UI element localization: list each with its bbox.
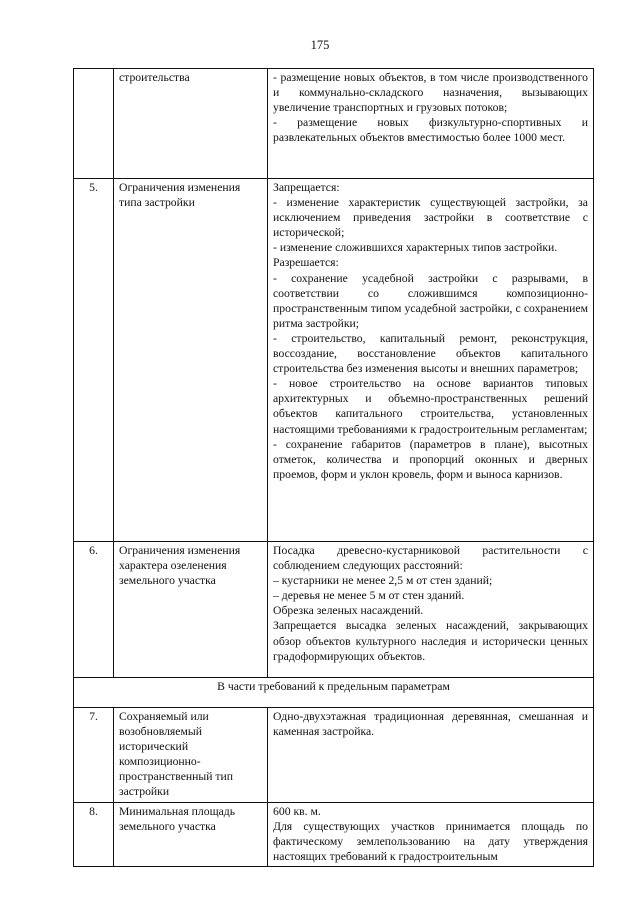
row-name: Минимальная площадь земельного участка <box>114 802 268 866</box>
content-line: – деревья не менее 5 м от стен зданий. <box>273 589 465 603</box>
table-row <box>74 179 594 542</box>
content-line: Запрещается высадка зеленых насаждений, закрывающих обзор объектов культурного наследия и исторически ценных градоформирующих объектов. <box>273 619 588 663</box>
page-number: 175 <box>310 38 330 52</box>
content-line: Одно-двухэтажная традиционная деревянная, смешанная и каменная застройка. <box>273 710 588 739</box>
section-heading: В части требований к предельным параметрам <box>74 678 594 708</box>
content-line: Посадка древесно-кустарниковой растительности с соблюдением следующих расстояний: <box>273 544 588 573</box>
row-content <box>268 179 594 542</box>
table-row <box>74 708 594 803</box>
content-line: 600 кв. м. <box>273 804 321 818</box>
content-line: Разрешается: <box>273 256 339 270</box>
row-content <box>268 542 594 678</box>
row-name: Ограничения изменения типа застройки <box>114 179 268 542</box>
table-row <box>74 802 594 866</box>
requirements-table <box>73 68 594 867</box>
row-number: 7. <box>74 708 114 803</box>
row-content <box>268 708 594 803</box>
table-row <box>74 542 594 678</box>
content-line: - новое строительство на основе вариантов типовых архитектурных и объемно-пространственных решений объектов капитального строительства, установленных настоящими требованиями к градостроительным регламентам; <box>273 377 588 436</box>
row-content <box>268 69 594 179</box>
row-name: Сохраняемый или возобновляемый исторический композиционно-пространственный тип застройки <box>114 708 268 803</box>
row-name: Ограничения изменения характера озеленения земельного участка <box>114 542 268 678</box>
content-line: Обрезка зеленых насаждений. <box>273 604 424 618</box>
row-number <box>74 69 114 179</box>
content-line: - сохранение усадебной застройки с разрывами, в соответствии со сложившимся композиционно-пространственным типом усадебной застройки, с сохранением ритма застройки; <box>273 271 588 330</box>
row-name: строительства <box>114 69 268 179</box>
row-number: 5. <box>74 179 114 542</box>
content-line: - изменение сложившихся характерных типов застройки. <box>273 241 558 255</box>
content-line: - сохранение габаритов (параметров в плане), высотных отметок, количества и пропорций оконных и дверных проемов, форм и уклон кровель, форм и выноса карнизов. <box>273 437 588 481</box>
row-number: 6. <box>74 542 114 678</box>
content-line: - изменение характеристик существующей застройки, за исключением приведения застройки в соответствие с исторической; <box>273 196 588 240</box>
row-number: 8. <box>74 802 114 866</box>
content-line: Запрещается: <box>273 181 340 194</box>
content-line: - размещение новых физкультурно-спортивных и развлекательных объектов вместимостью более 1000 мест. <box>273 116 588 145</box>
table-row <box>74 69 594 179</box>
section-row <box>74 678 594 708</box>
row-content <box>268 802 594 866</box>
content-line: - строительство, капитальный ремонт, реконструкция, воссоздание, восстановление объектов капитального строительства без изменения высоты и внешних параметров; <box>273 331 588 376</box>
content-line: – кустарники не менее 2,5 м от стен зданий; <box>273 574 493 588</box>
content-line: Для существующих участков принимается площадь по фактическому землепользованию на дату утверждения настоящих требований к градостроительным <box>273 819 588 863</box>
content-line: - размещение новых объектов, в том числе производственного и коммунально-складского назначения, вызывающих увеличение транспортных и грузовых потоков; <box>273 71 588 115</box>
